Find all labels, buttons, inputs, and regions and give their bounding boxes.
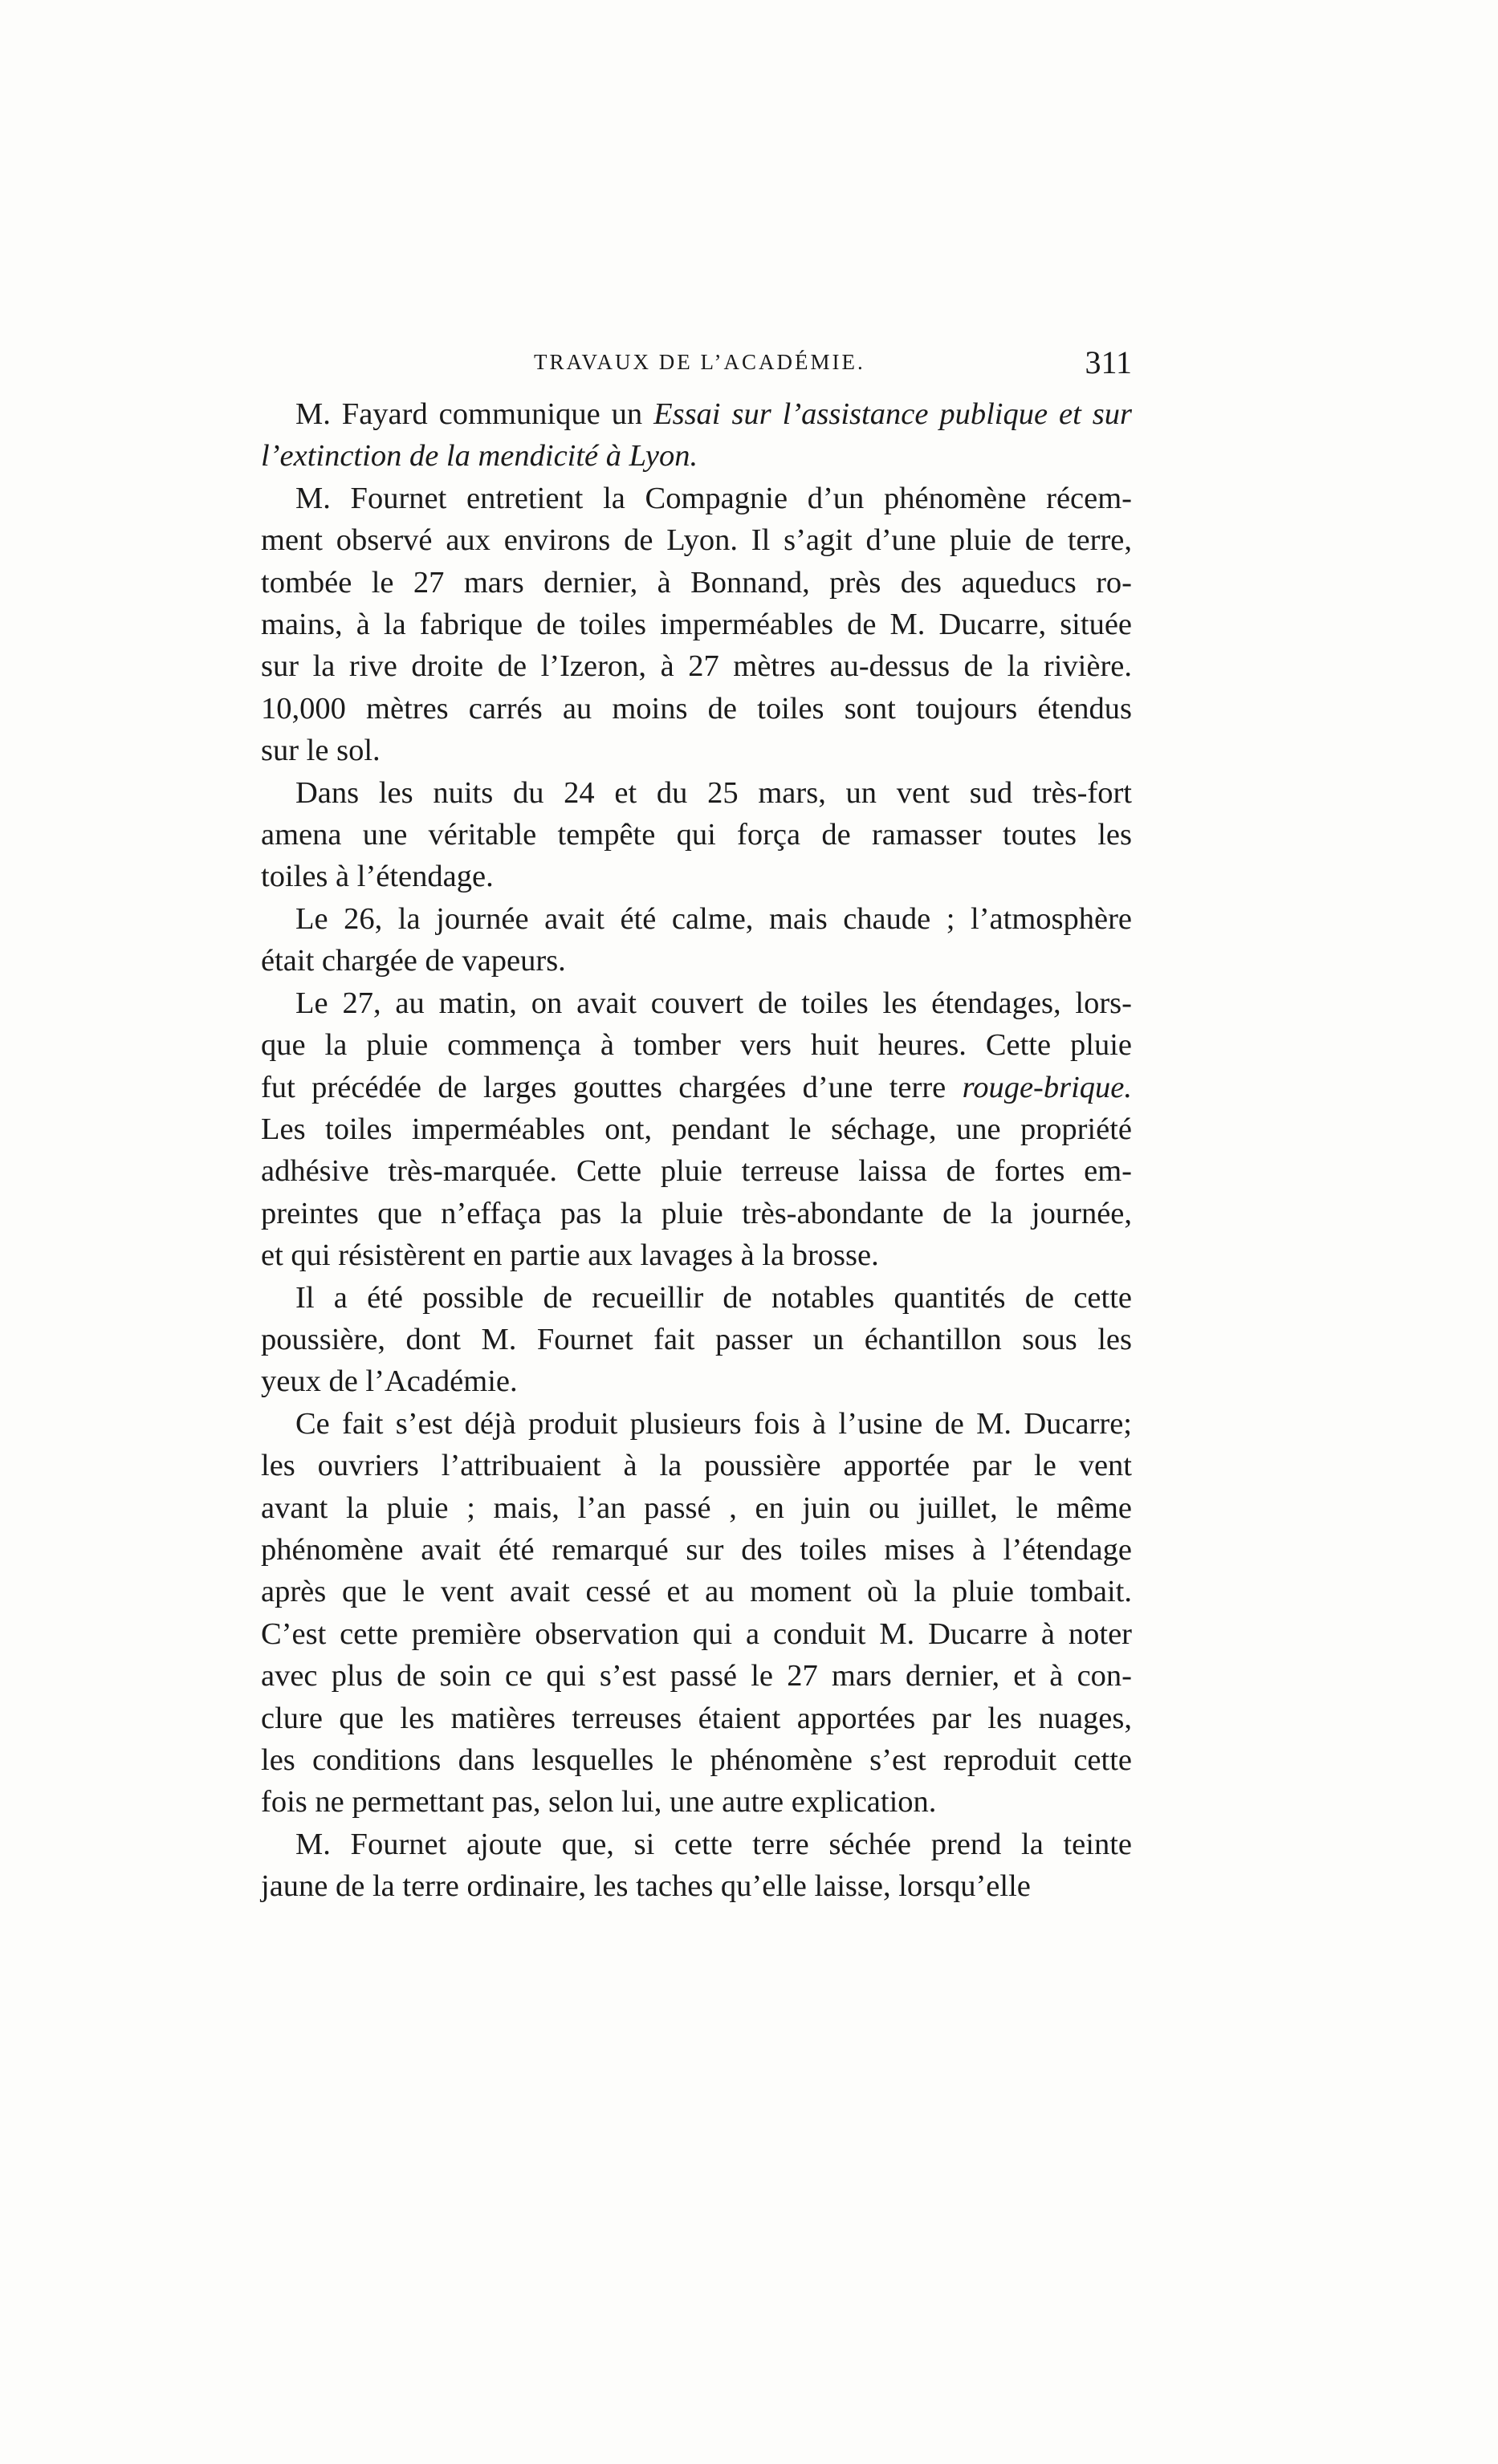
- text-segment: sur la rive droite de l’Izeron, à 27 mètres au-dessus de la rivière.: [261, 649, 1132, 684]
- italic-text: Essai sur l’assistance publique et sur: [653, 397, 1132, 431]
- text-line: [261, 1193, 1132, 1234]
- text-line: [261, 1487, 1132, 1529]
- text-segment: ment observé aux environs de Lyon. Il s’agit d’une pluie de terre,: [261, 523, 1132, 558]
- text-segment: M. Fournet entretient la Compagnie d’un phénomène récem-: [295, 481, 1132, 515]
- text-line: [261, 1319, 1132, 1360]
- text-line: [261, 730, 1132, 771]
- text-line: [261, 1445, 1132, 1486]
- text-segment: M. Fournet ajoute que, si cette terre séchée prend la teinte: [295, 1827, 1132, 1861]
- italic-text: l’extinction de la mendicité à Lyon.: [261, 439, 698, 474]
- paragraph: [261, 898, 1132, 982]
- paragraph: [261, 393, 1132, 478]
- text-segment: clure que les matières terreuses étaient apportées par les nuages,: [261, 1701, 1132, 1735]
- text-line: [261, 1403, 1132, 1445]
- text-segment: jaune de la terre ordinaire, les taches qu’elle laisse, lorsqu’elle: [261, 1869, 1031, 1904]
- paragraph: [261, 1403, 1132, 1824]
- paragraph: [261, 1824, 1132, 1908]
- text-segment: les conditions dans lesquelles le phénomène s’est reproduit cette: [261, 1743, 1132, 1777]
- text-line: [261, 982, 1132, 1024]
- text-segment: Il a été possible de recueillir de notables quantités de cette: [295, 1280, 1132, 1315]
- text-line: [261, 562, 1132, 604]
- text-segment: Les toiles imperméables ont, pendant le séchage, une propriété: [261, 1112, 1132, 1146]
- text-segment: tombée le 27 mars dernier, à Bonnand, près des aqueducs ro-: [261, 565, 1132, 600]
- text-line: [261, 1067, 1132, 1108]
- text-segment: C’est cette première observation qui a conduit M. Ducarre à noter: [261, 1616, 1132, 1651]
- text-line: [261, 856, 1132, 897]
- text-segment: toiles à l’étendage.: [261, 860, 494, 894]
- text-line: [261, 435, 1132, 477]
- text-line: [261, 1739, 1132, 1781]
- text-segment: 10,000 mètres carrés au moins de toiles sont toujours étendus: [261, 691, 1132, 726]
- text-line: [261, 1277, 1132, 1319]
- text-line: [261, 1865, 1132, 1907]
- text-line: [261, 604, 1132, 645]
- text-segment: M. Fayard communique un: [295, 397, 654, 431]
- paragraph: [261, 772, 1132, 898]
- text-line: [261, 1571, 1132, 1612]
- text-line: [261, 393, 1132, 435]
- text-segment: avec plus de soin ce qui s’est passé le 27 mars dernier, et à con-: [261, 1659, 1132, 1693]
- text-segment: Ce fait s’est déjà produit plusieurs fois à l’usine de M. Ducarre;: [295, 1406, 1132, 1441]
- text-segment: était chargée de vapeurs.: [261, 944, 566, 978]
- italic-text: rouge-brique.: [962, 1070, 1132, 1104]
- text-line: [261, 1360, 1132, 1402]
- text-line: [261, 1613, 1132, 1655]
- text-segment: les ouvriers l’attribuaient à la poussière apportée par le vent: [261, 1449, 1132, 1483]
- text-line: [261, 1655, 1132, 1697]
- text-line: [261, 1529, 1132, 1571]
- text-line: [261, 940, 1132, 982]
- text-segment: fois ne permettant pas, selon lui, une autre explication.: [261, 1785, 937, 1820]
- text-segment: sur le sol.: [261, 734, 381, 768]
- text-segment: que la pluie commença à tomber vers huit heures. Cette pluie: [261, 1028, 1132, 1063]
- text-segment: preintes que n’effaça pas la pluie très-abondante de la journée,: [261, 1196, 1132, 1230]
- text-segment: yeux de l’Académie.: [261, 1364, 518, 1399]
- text-segment: après que le vent avait cessé et au moment où la pluie tombait.: [261, 1575, 1132, 1609]
- text-segment: et qui résistèrent en partie aux lavages à la brosse.: [261, 1238, 879, 1273]
- text-line: [261, 478, 1132, 519]
- running-title: TRAVAUX DE L’ACADÉMIE.: [534, 350, 865, 374]
- text-segment: mains, à la fabrique de toiles imperméables de M. Ducarre, située: [261, 608, 1132, 642]
- text-segment: fut précédée de larges gouttes chargées d’une terre: [261, 1070, 963, 1104]
- text-line: [261, 1234, 1132, 1276]
- text-line: [261, 772, 1132, 814]
- text-segment: avant la pluie ; mais, l’an passé , en juin ou juillet, le même: [261, 1490, 1132, 1525]
- page-number: 311: [1085, 344, 1132, 380]
- text-segment: phénomène avait été remarqué sur des toiles mises à l’étendage: [261, 1532, 1132, 1567]
- text-segment: amena une véritable tempête qui força de ramasser toutes les: [261, 818, 1132, 852]
- text-segment: poussière, dont M. Fournet fait passer un échantillon sous les: [261, 1322, 1132, 1356]
- paragraph: [261, 1277, 1132, 1403]
- body-text: [261, 393, 1132, 1908]
- text-line: [261, 1824, 1132, 1865]
- page-header: [261, 344, 1132, 392]
- text-line: [261, 1024, 1132, 1066]
- text-line: [261, 645, 1132, 687]
- text-segment: Le 26, la journée avait été calme, mais chaude ; l’atmosphère: [295, 901, 1132, 936]
- text-segment: Dans les nuits du 24 et du 25 mars, un vent sud très-fort: [295, 775, 1132, 810]
- text-line: [261, 519, 1132, 561]
- paragraph: [261, 982, 1132, 1277]
- text-line: [261, 898, 1132, 940]
- text-line: [261, 1698, 1132, 1739]
- text-line: [261, 1781, 1132, 1823]
- text-line: [261, 1108, 1132, 1150]
- text-segment: adhésive très-marquée. Cette pluie terreuse laissa de fortes em-: [261, 1154, 1132, 1189]
- text-line: [261, 814, 1132, 856]
- paragraph: [261, 478, 1132, 772]
- text-line: [261, 688, 1132, 730]
- text-line: [261, 1150, 1132, 1192]
- text-segment: Le 27, au matin, on avait couvert de toiles les étendages, lors-: [295, 986, 1132, 1020]
